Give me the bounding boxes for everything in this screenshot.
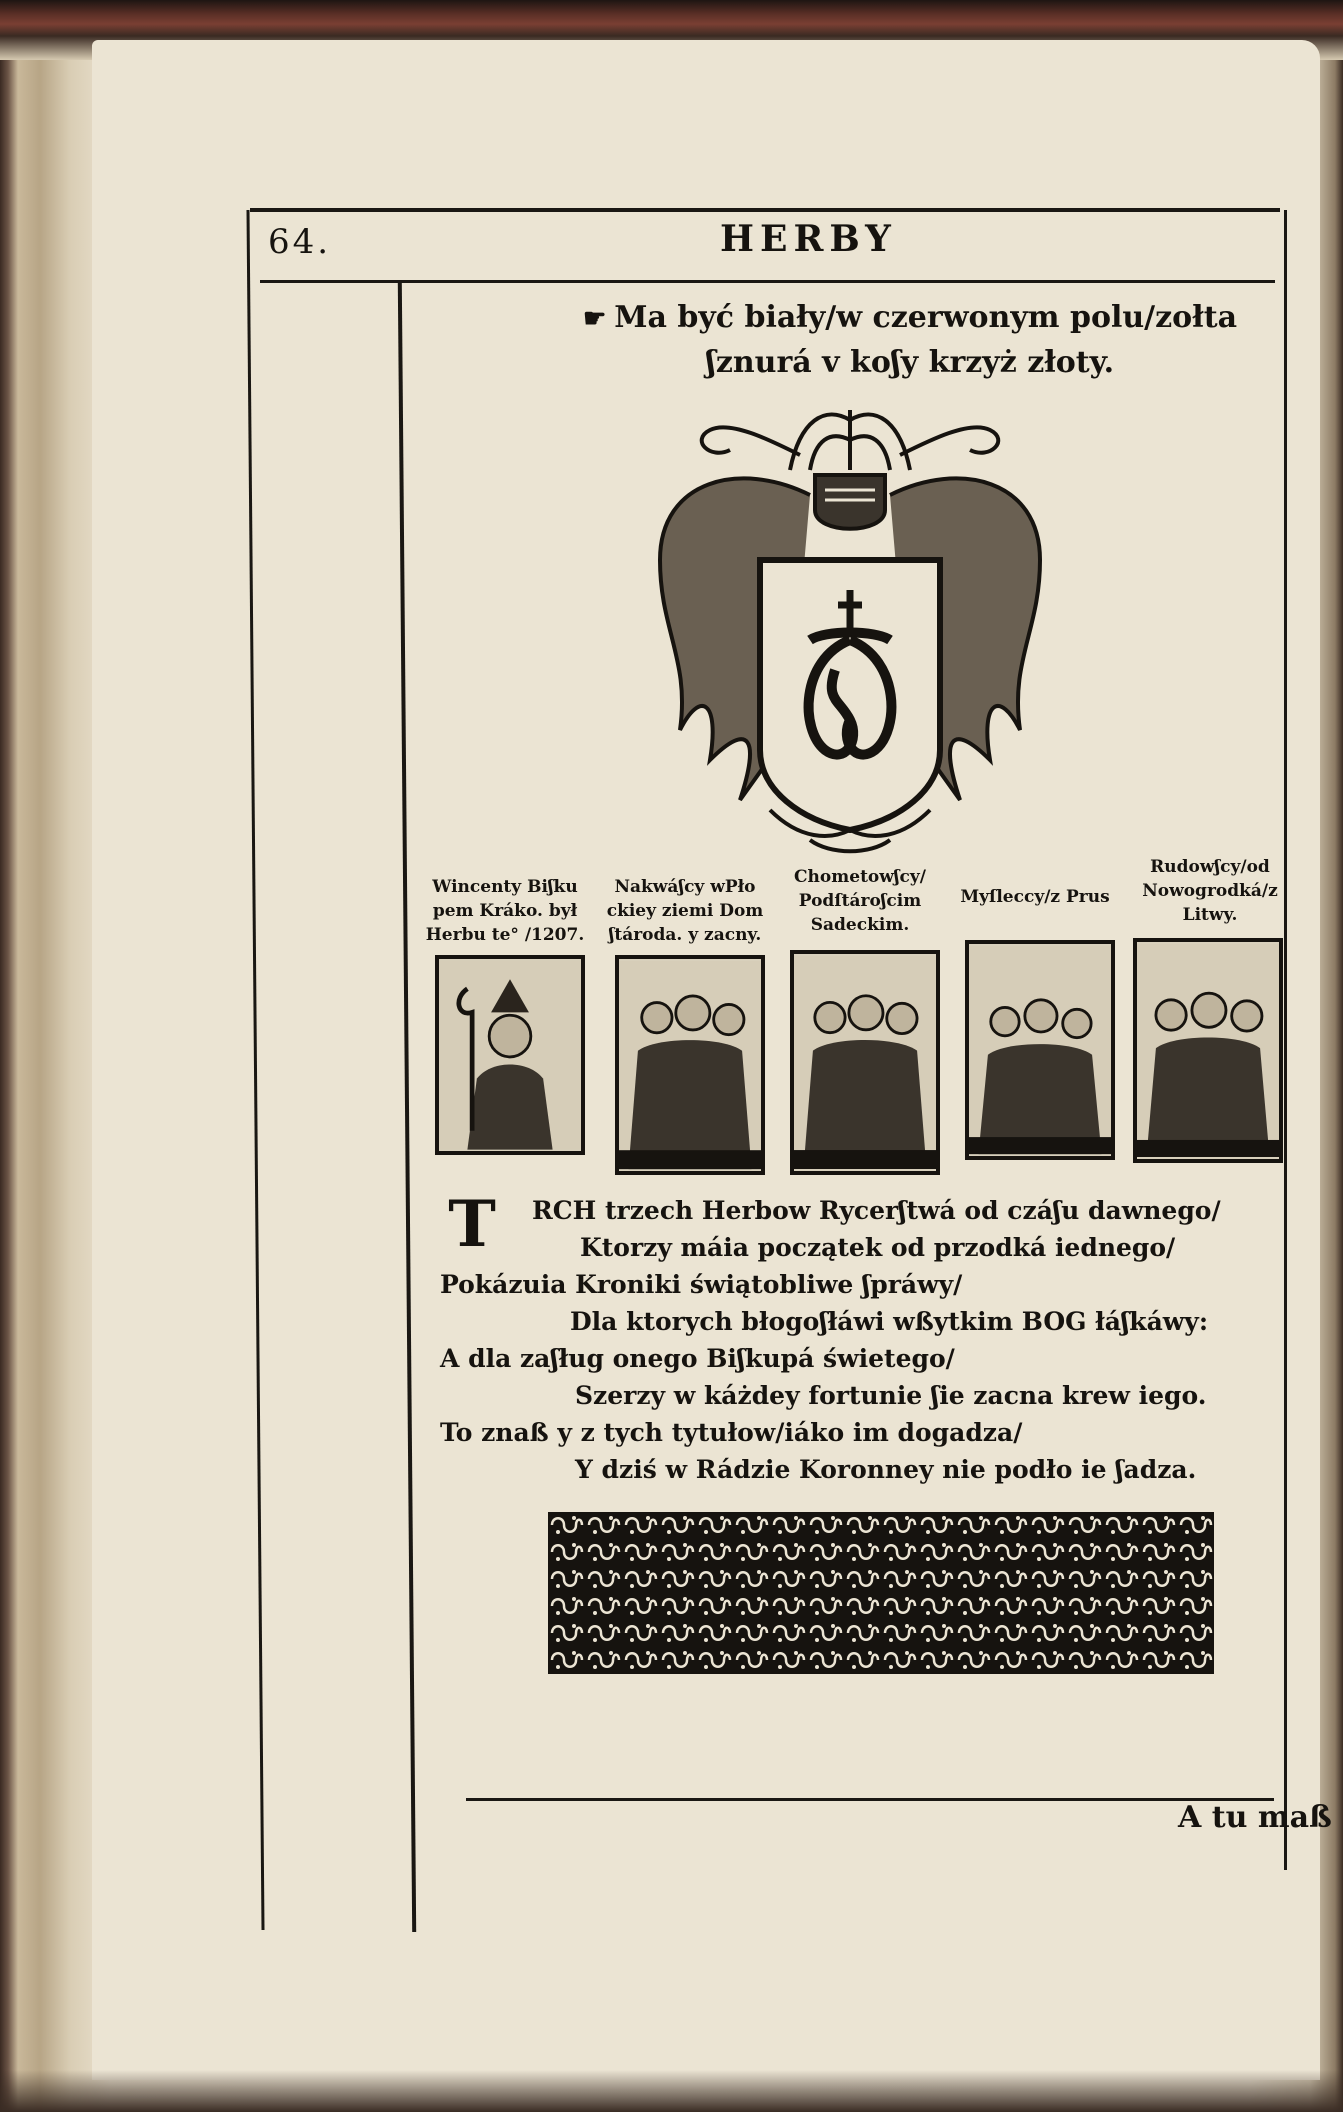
poem-line: Pokázuia Kroniki świątobliwe ʃpráwy/ bbox=[440, 1270, 963, 1299]
bishop-portrait-icon bbox=[435, 955, 585, 1155]
poem-line: Y dziś w Rádzie Koronney nie podło ie ʃadza. bbox=[575, 1455, 1197, 1484]
portrait-caption: Nakwáʃcy wPło ckiey ziemi Dom ʃtároda. y zacny. bbox=[606, 877, 764, 945]
woodcut-ornament-band-icon bbox=[548, 1512, 1214, 1674]
coat-of-arms-icon bbox=[650, 400, 1050, 860]
poem-line: To znaß y z tych tytułow/iáko im dogadza/ bbox=[440, 1418, 1023, 1447]
head-underline-rule bbox=[260, 280, 1275, 283]
pointing-hand-icon: ☛ bbox=[582, 304, 607, 334]
portrait-row bbox=[420, 855, 1300, 1185]
portrait-caption: Myſleccy/z Prus bbox=[960, 887, 1110, 907]
page-number: 64. bbox=[268, 222, 332, 262]
nobles-group-icon bbox=[790, 950, 940, 1175]
nobles-group-icon bbox=[615, 955, 765, 1175]
poem-line: Ktorzy máia początek od przodká iednego/ bbox=[580, 1233, 1176, 1262]
drop-capital: T bbox=[448, 1187, 496, 1262]
title-line-1: ☛ Ma być biały/w czerwonym polu/zołta bbox=[582, 300, 1238, 335]
nobles-group-icon bbox=[965, 940, 1115, 1160]
portrait-caption: Chometowʃcy/ Podſtároʃcim Sadeckim. bbox=[794, 867, 926, 935]
running-head: HERBY bbox=[720, 218, 897, 260]
nobles-group-icon bbox=[1133, 938, 1283, 1163]
poem-line: Dla ktorych błogoʃłáwi wßytkim BOG łáʃkáwy: bbox=[570, 1307, 1209, 1336]
page-bottom-shadow bbox=[0, 2070, 1343, 2112]
poem-line: RCH trzech Herbow Rycerʃtwá od czáʃu dawnego/ bbox=[532, 1196, 1221, 1225]
bottom-rule bbox=[466, 1798, 1274, 1801]
frame-top-rule bbox=[250, 208, 1280, 212]
title-line-2: ʃznurá v koʃy krzyż złoty. bbox=[705, 345, 1115, 380]
poem-line: A dla zaʃług onego Biʃkupá świetego/ bbox=[440, 1344, 955, 1373]
poem bbox=[440, 1187, 1221, 1488]
portrait-caption: Rudowʃcy/od Nowogrodká/z Litwy. bbox=[1142, 857, 1278, 925]
poem-line: Szerzy w káżdey fortunie ʃie zacna krew iego. bbox=[575, 1381, 1207, 1410]
catchword: A tu maß bbox=[1178, 1800, 1332, 1835]
heraldic-description bbox=[510, 296, 1310, 385]
portrait-caption: Wincenty Biʃku pem Kráko. był Herbu te° /1207. bbox=[425, 877, 585, 945]
